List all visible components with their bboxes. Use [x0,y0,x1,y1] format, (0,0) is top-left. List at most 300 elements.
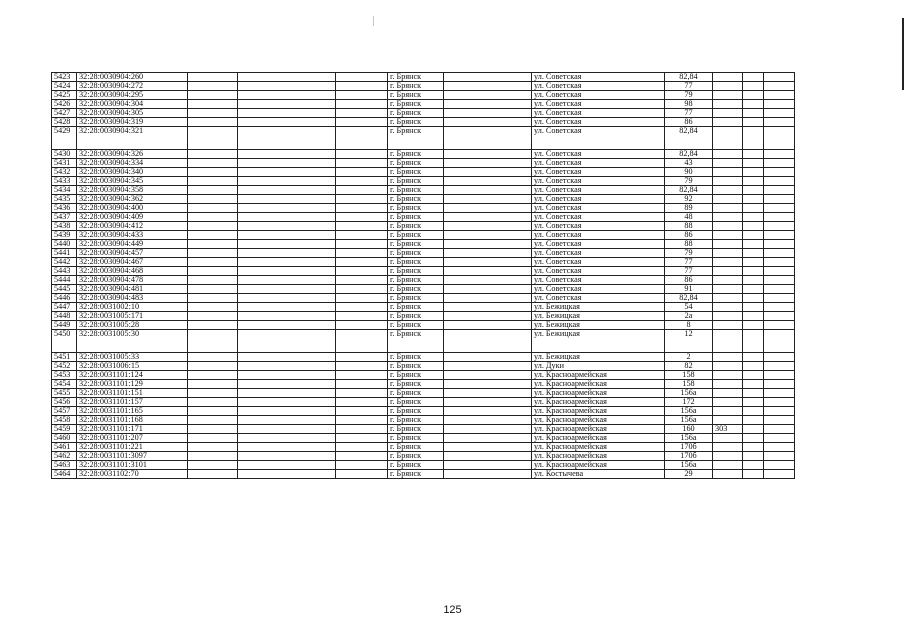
apartment-cell [713,109,743,118]
empty-cell [238,73,336,82]
empty-cell [238,416,336,425]
empty-cell [336,73,388,82]
empty-cell [336,267,388,276]
row-number-cell: 5455 [52,389,77,398]
street-cell: ул. Красноармейская [532,380,665,389]
empty-cell [238,303,336,312]
empty-cell [743,91,764,100]
empty-cell [743,249,764,258]
empty-cell [188,127,238,150]
apartment-cell [713,204,743,213]
empty-cell [188,186,238,195]
empty-cell [743,416,764,425]
city-cell: г. Брянск [388,240,444,249]
city-cell: г. Брянск [388,353,444,362]
empty-cell [764,452,795,461]
empty-cell [764,276,795,285]
city-cell: г. Брянск [388,127,444,150]
empty-cell [764,434,795,443]
cadastral-number-cell: 32:28:0030904:478 [77,276,188,285]
apartment-cell [713,294,743,303]
empty-cell [336,461,388,470]
street-cell: ул. Красноармейская [532,389,665,398]
street-cell: ул. Красноармейская [532,452,665,461]
cadastral-number-cell: 32:28:0031006:15 [77,362,188,371]
apartment-cell [713,150,743,159]
table-row [52,389,795,398]
empty-cell [238,204,336,213]
empty-cell [743,380,764,389]
empty-cell [444,249,532,258]
city-cell: г. Брянск [388,109,444,118]
apartment-cell [713,303,743,312]
house-number-cell: 82,84 [665,294,713,303]
table-row [52,109,795,118]
cadastral-number-cell: 32:28:0031102:70 [77,470,188,479]
empty-cell [188,100,238,109]
house-number-cell: 91 [665,285,713,294]
empty-cell [764,285,795,294]
street-cell: ул. Советская [532,294,665,303]
street-cell: ул. Советская [532,195,665,204]
city-cell: г. Брянск [388,285,444,294]
empty-cell [444,82,532,91]
empty-cell [444,91,532,100]
empty-cell [238,470,336,479]
street-cell: ул. Советская [532,240,665,249]
apartment-cell [713,91,743,100]
table-row [52,258,795,267]
empty-cell [238,159,336,168]
empty-cell [743,294,764,303]
empty-cell [743,204,764,213]
empty-cell [444,73,532,82]
empty-cell [764,240,795,249]
house-number-cell: 79 [665,177,713,186]
table-row [52,294,795,303]
house-number-cell: 88 [665,222,713,231]
row-number-cell: 5443 [52,267,77,276]
empty-cell [743,168,764,177]
empty-cell [238,258,336,267]
empty-cell [336,222,388,231]
table-row [52,470,795,479]
empty-cell [336,109,388,118]
city-cell: г. Брянск [388,362,444,371]
empty-cell [188,177,238,186]
street-cell: ул. Красноармейская [532,434,665,443]
empty-cell [336,213,388,222]
cadastral-number-cell: 32:28:0030904:321 [77,127,188,150]
street-cell: ул. Советская [532,118,665,127]
empty-cell [764,294,795,303]
house-number-cell: 43 [665,159,713,168]
street-cell: ул. Бежицкая [532,321,665,330]
table-row [52,91,795,100]
empty-cell [444,434,532,443]
cadastral-number-cell: 32:28:0030904:362 [77,195,188,204]
table-row [52,425,795,434]
empty-cell [444,109,532,118]
empty-cell [743,461,764,470]
house-number-cell: 156а [665,434,713,443]
house-number-cell: 88 [665,240,713,249]
street-cell: ул. Советская [532,258,665,267]
empty-cell [188,91,238,100]
empty-cell [444,303,532,312]
empty-cell [336,371,388,380]
apartment-cell [713,127,743,150]
row-number-cell: 5433 [52,177,77,186]
cadastral-number-cell: 32:28:0030904:334 [77,159,188,168]
apartment-cell [713,231,743,240]
city-cell: г. Брянск [388,100,444,109]
empty-cell [743,186,764,195]
empty-cell [336,240,388,249]
empty-cell [444,285,532,294]
city-cell: г. Брянск [388,389,444,398]
cadastral-number-cell: 32:28:0030904:457 [77,249,188,258]
empty-cell [336,303,388,312]
apartment-cell [713,258,743,267]
empty-cell [444,330,532,353]
row-number-cell: 5457 [52,407,77,416]
city-cell: г. Брянск [388,294,444,303]
cadastral-number-cell: 32:28:0030904:467 [77,258,188,267]
empty-cell [743,470,764,479]
empty-cell [743,267,764,276]
city-cell: г. Брянск [388,177,444,186]
empty-cell [764,461,795,470]
city-cell: г. Брянск [388,150,444,159]
cadastral-number-cell: 32:28:0031002:10 [77,303,188,312]
cadastral-number-cell: 32:28:0031101:129 [77,380,188,389]
house-number-cell: 29 [665,470,713,479]
empty-cell [188,249,238,258]
table-row [52,407,795,416]
city-cell: г. Брянск [388,195,444,204]
cadastral-number-cell: 32:28:0031101:168 [77,416,188,425]
table-row [52,249,795,258]
empty-cell [336,82,388,91]
city-cell: г. Брянск [388,434,444,443]
empty-cell [188,452,238,461]
row-number-cell: 5436 [52,204,77,213]
empty-cell [238,276,336,285]
street-cell: ул. Дуки [532,362,665,371]
row-number-cell: 5456 [52,398,77,407]
empty-cell [336,434,388,443]
house-number-cell: 170б [665,452,713,461]
row-number-cell: 5439 [52,231,77,240]
table-row [52,443,795,452]
city-cell: г. Брянск [388,118,444,127]
street-cell: ул. Советская [532,159,665,168]
cadastral-number-cell: 32:28:0030904:449 [77,240,188,249]
cadastral-number-cell: 32:28:0030904:304 [77,100,188,109]
row-number-cell: 5435 [52,195,77,204]
empty-cell [743,100,764,109]
row-number-cell: 5427 [52,109,77,118]
empty-cell [188,294,238,303]
empty-cell [444,177,532,186]
empty-cell [444,321,532,330]
empty-cell [764,222,795,231]
street-cell: ул. Красноармейская [532,425,665,434]
empty-cell [188,353,238,362]
table-row [52,204,795,213]
street-cell: ул. Бежицкая [532,330,665,353]
table-row [52,312,795,321]
empty-cell [444,258,532,267]
empty-cell [743,407,764,416]
apartment-cell [713,73,743,82]
empty-cell [764,371,795,380]
empty-cell [336,398,388,407]
empty-cell [444,312,532,321]
row-number-cell: 5448 [52,312,77,321]
empty-cell [743,312,764,321]
house-number-cell: 172 [665,398,713,407]
empty-cell [764,168,795,177]
empty-cell [188,461,238,470]
empty-cell [764,82,795,91]
house-number-cell: 98 [665,100,713,109]
empty-cell [188,371,238,380]
apartment-cell [713,276,743,285]
table-row [52,82,795,91]
row-number-cell: 5459 [52,425,77,434]
row-number-cell: 5444 [52,276,77,285]
empty-cell [238,434,336,443]
table-row [52,452,795,461]
empty-cell [336,312,388,321]
street-cell: ул. Советская [532,82,665,91]
cadastral-number-cell: 32:28:0030904:345 [77,177,188,186]
apartment-cell [713,100,743,109]
row-number-cell: 5432 [52,168,77,177]
empty-cell [188,285,238,294]
cadastral-number-cell: 32:28:0031101:3101 [77,461,188,470]
city-cell: г. Брянск [388,321,444,330]
page-edge-line [902,18,904,90]
table-row [52,168,795,177]
empty-cell [444,186,532,195]
empty-cell [764,118,795,127]
cadastral-number-cell: 32:28:0030904:481 [77,285,188,294]
empty-cell [743,177,764,186]
empty-cell [336,186,388,195]
city-cell: г. Брянск [388,267,444,276]
city-cell: г. Брянск [388,330,444,353]
empty-cell [743,276,764,285]
empty-cell [188,434,238,443]
empty-cell [188,443,238,452]
empty-cell [743,303,764,312]
empty-cell [188,195,238,204]
empty-cell [188,312,238,321]
empty-cell [764,407,795,416]
empty-cell [743,425,764,434]
table-row [52,186,795,195]
empty-cell [188,416,238,425]
apartment-cell [713,452,743,461]
empty-cell [743,321,764,330]
empty-cell [238,353,336,362]
apartment-cell [713,407,743,416]
street-cell: ул. Советская [532,127,665,150]
cadastral-number-cell: 32:28:0031101:221 [77,443,188,452]
empty-cell [188,73,238,82]
cadastral-number-cell: 32:28:0030904:326 [77,150,188,159]
empty-cell [238,371,336,380]
table-row [52,213,795,222]
empty-cell [238,443,336,452]
row-number-cell: 5440 [52,240,77,249]
empty-cell [336,380,388,389]
empty-cell [764,213,795,222]
empty-cell [188,407,238,416]
street-cell: ул. Советская [532,150,665,159]
apartment-cell [713,461,743,470]
empty-cell [336,362,388,371]
city-cell: г. Брянск [388,186,444,195]
row-number-cell: 5458 [52,416,77,425]
apartment-cell [713,82,743,91]
empty-cell [188,159,238,168]
cadastral-number-cell: 32:28:0031101:157 [77,398,188,407]
empty-cell [444,443,532,452]
house-number-cell: 2а [665,312,713,321]
empty-cell [336,470,388,479]
empty-cell [444,150,532,159]
empty-cell [336,249,388,258]
city-cell: г. Брянск [388,159,444,168]
empty-cell [188,168,238,177]
street-cell: ул. Костычева [532,470,665,479]
empty-cell [764,362,795,371]
cadastral-number-cell: 32:28:0030904:433 [77,231,188,240]
table-row [52,159,795,168]
empty-cell [444,353,532,362]
empty-cell [188,398,238,407]
empty-cell [336,285,388,294]
house-number-cell: 79 [665,91,713,100]
empty-cell [764,127,795,150]
table-row [52,434,795,443]
empty-cell [743,231,764,240]
row-number-cell: 5438 [52,222,77,231]
row-number-cell: 5447 [52,303,77,312]
empty-cell [238,91,336,100]
cadastral-number-cell: 32:28:0031101:165 [77,407,188,416]
empty-cell [188,150,238,159]
cadastral-number-cell: 32:28:0030904:409 [77,213,188,222]
house-number-cell: 82 [665,362,713,371]
city-cell: г. Брянск [388,398,444,407]
empty-cell [764,195,795,204]
house-number-cell: 12 [665,330,713,353]
house-number-cell: 82,84 [665,127,713,150]
row-number-cell: 5429 [52,127,77,150]
apartment-cell [713,371,743,380]
city-cell: г. Брянск [388,371,444,380]
empty-cell [336,168,388,177]
empty-cell [238,452,336,461]
apartment-cell [713,470,743,479]
apartment-cell [713,249,743,258]
empty-cell [336,416,388,425]
empty-cell [444,416,532,425]
table-row [52,150,795,159]
row-number-cell: 5460 [52,434,77,443]
empty-cell [188,362,238,371]
row-number-cell: 5450 [52,330,77,353]
apartment-cell: 303 [713,425,743,434]
empty-cell [764,470,795,479]
city-cell: г. Брянск [388,461,444,470]
empty-cell [743,398,764,407]
empty-cell [743,73,764,82]
empty-cell [764,416,795,425]
table-row [52,267,795,276]
empty-cell [238,330,336,353]
apartment-cell [713,222,743,231]
empty-cell [238,240,336,249]
house-number-cell: 77 [665,109,713,118]
page-top-mark [373,16,374,26]
empty-cell [238,118,336,127]
street-cell: ул. Бежицкая [532,312,665,321]
empty-cell [238,321,336,330]
cadastral-number-cell: 32:28:0031005:28 [77,321,188,330]
house-number-cell: 82,84 [665,73,713,82]
city-cell: г. Брянск [388,425,444,434]
apartment-cell [713,312,743,321]
empty-cell [764,73,795,82]
empty-cell [238,82,336,91]
city-cell: г. Брянск [388,276,444,285]
empty-cell [764,150,795,159]
empty-cell [444,118,532,127]
empty-cell [764,186,795,195]
cadastral-number-cell: 32:28:0030904:272 [77,82,188,91]
empty-cell [444,127,532,150]
apartment-cell [713,398,743,407]
row-number-cell: 5426 [52,100,77,109]
empty-cell [336,150,388,159]
empty-cell [743,222,764,231]
street-cell: ул. Советская [532,249,665,258]
table-row [52,127,795,150]
empty-cell [336,159,388,168]
row-number-cell: 5442 [52,258,77,267]
table-row [52,240,795,249]
empty-cell [238,186,336,195]
table-row [52,371,795,380]
row-number-cell: 5464 [52,470,77,479]
empty-cell [743,258,764,267]
cadastral-number-cell: 32:28:0030904:483 [77,294,188,303]
street-cell: ул. Советская [532,267,665,276]
house-number-cell: 77 [665,267,713,276]
cadastral-number-cell: 32:28:0030904:260 [77,73,188,82]
empty-cell [764,100,795,109]
row-number-cell: 5431 [52,159,77,168]
street-cell: ул. Красноармейская [532,443,665,452]
row-number-cell: 5434 [52,186,77,195]
cadastral-number-cell: 32:28:0031005:33 [77,353,188,362]
